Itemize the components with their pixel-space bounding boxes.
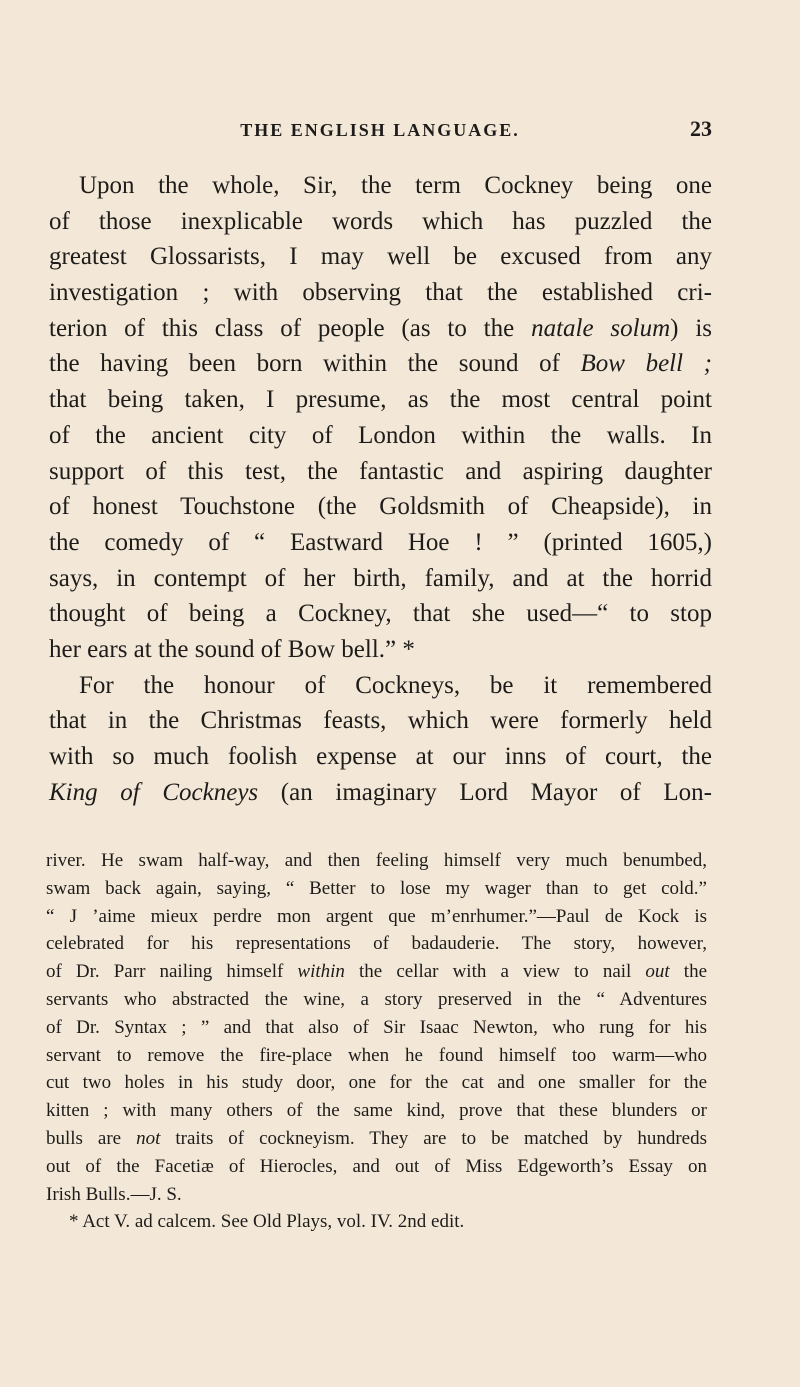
text-segment: of the ancient city of London within the walls. In xyxy=(49,421,712,449)
text-segment: Upon the whole, Sir, the term Cockney being one xyxy=(79,172,712,199)
text-segment: with so much foolish expense at our inns of court, the xyxy=(49,743,712,770)
body-line xyxy=(49,668,712,704)
text-segment: bulls are xyxy=(46,1127,137,1149)
footnote-line xyxy=(46,1014,707,1042)
text-segment: greatest Glossarists, I may well be excused from any xyxy=(49,243,712,271)
text-segment: * Act V. ad calcem. See Old Plays, vol. IV. 2nd edit. xyxy=(69,1211,465,1233)
footnote-line xyxy=(46,1125,707,1153)
body-line xyxy=(49,454,712,490)
text-segment: For the honour of Cockneys, be it remembered xyxy=(79,671,712,699)
text-segment: cut two holes in his study door, one for the cat and one smaller for the xyxy=(46,1072,707,1094)
body-line xyxy=(49,275,712,311)
body-line xyxy=(49,596,712,632)
text-segment: servant to remove the fire-place when he found himself too warm—who xyxy=(46,1044,707,1066)
text-segment: servants who abstracted the wine, a story preserved in the “ Adventures xyxy=(46,988,707,1010)
text-segment: ) is xyxy=(670,314,713,342)
footnote-line xyxy=(46,1097,707,1125)
text-segment: of Dr. Syntax ; ” and that also of Sir Isaac Newton, who rung for his xyxy=(46,1016,707,1038)
body-line xyxy=(49,561,712,597)
footnote-line xyxy=(46,875,707,903)
running-title: THE ENGLISH LANGUAGE. xyxy=(240,120,520,140)
body-line xyxy=(49,168,712,204)
body-line xyxy=(49,204,712,240)
italic-text: natale solum xyxy=(531,314,671,342)
text-segment: that in the Christmas feasts, which were formerly held xyxy=(49,707,712,735)
text-segment: the cellar with a view to nail xyxy=(344,961,646,983)
text-segment: celebrated for his representations of badauderie. The story, however, xyxy=(46,933,707,955)
body-line xyxy=(49,346,712,382)
text-segment: (an imaginary Lord Mayor of Lon- xyxy=(258,778,712,806)
body-line xyxy=(49,775,712,811)
text-segment: the having been born within the sound of xyxy=(49,350,581,378)
text-segment: swam back again, saying, “ Better to lose my wager than to get cold.” xyxy=(46,877,707,899)
text-segment: river. He swam half-way, and then feeling himself very much benumbed, xyxy=(46,850,707,871)
text-segment: support of this test, the fantastic and aspiring daughter xyxy=(49,457,712,485)
text-segment: of honest Touchstone (the Goldsmith of Cheapside), in xyxy=(49,493,712,521)
footnote-line xyxy=(46,1181,707,1209)
body-line xyxy=(49,489,712,525)
text-segment: investigation ; with observing that the established cri- xyxy=(49,279,712,307)
text-segment: of Dr. Parr nailing himself xyxy=(46,961,298,983)
footnote-line xyxy=(46,903,707,931)
footnote-line xyxy=(46,986,707,1014)
body-line xyxy=(49,632,712,668)
text-segment: out of the Facetiæ of Hierocles, and out of Miss Edgeworth’s Essay on xyxy=(46,1155,707,1177)
italic-text: not xyxy=(136,1127,161,1149)
body-line xyxy=(49,739,712,775)
footnote-line xyxy=(46,847,707,875)
body-line xyxy=(49,525,712,561)
italic-text: out xyxy=(645,961,670,983)
italic-text: Bow bell ; xyxy=(580,350,713,378)
text-segment: Irish Bulls.—J. S. xyxy=(46,1183,182,1205)
body-line xyxy=(49,418,712,454)
text-segment: that being taken, I presume, as the most central point xyxy=(49,386,712,414)
text-segment: the comedy of “ Eastward Hoe ! ” (printed 1605,) xyxy=(49,528,712,556)
text-segment: terion of this class of people (as to the xyxy=(49,314,532,342)
text-segment: the xyxy=(669,961,707,983)
page-number: 23 xyxy=(690,116,712,141)
text-segment: her ears at the sound of Bow bell.” * xyxy=(49,635,415,663)
footnote-line xyxy=(46,930,707,958)
footnote-line xyxy=(46,958,707,986)
text-segment: traits of cockneyism. They are to be matched by hundreds xyxy=(160,1127,707,1149)
body-text xyxy=(49,168,712,810)
body-line xyxy=(49,703,712,739)
text-segment: “ J ’aime mieux perdre mon argent que m’enrhumer.”—Paul de Kock is xyxy=(46,905,707,927)
italic-text: within xyxy=(297,961,345,983)
footnotes xyxy=(46,847,707,1236)
text-segment: says, in contempt of her birth, family, and at the horrid xyxy=(49,564,712,592)
text-segment: of those inexplicable words which has puzzled the xyxy=(49,207,712,235)
body-line xyxy=(49,239,712,275)
text-segment: thought of being a Cockney, that she used—“ to stop xyxy=(49,600,712,628)
body-line xyxy=(49,311,712,347)
footnote-line xyxy=(46,1069,707,1097)
footnote-line xyxy=(46,1042,707,1070)
italic-text: King of Cockneys xyxy=(49,778,259,806)
footnote-line xyxy=(46,1208,707,1236)
footnote-line xyxy=(46,1153,707,1181)
text-segment: kitten ; with many others of the same kind, prove that these blunders or xyxy=(46,1100,707,1122)
body-line xyxy=(49,382,712,418)
